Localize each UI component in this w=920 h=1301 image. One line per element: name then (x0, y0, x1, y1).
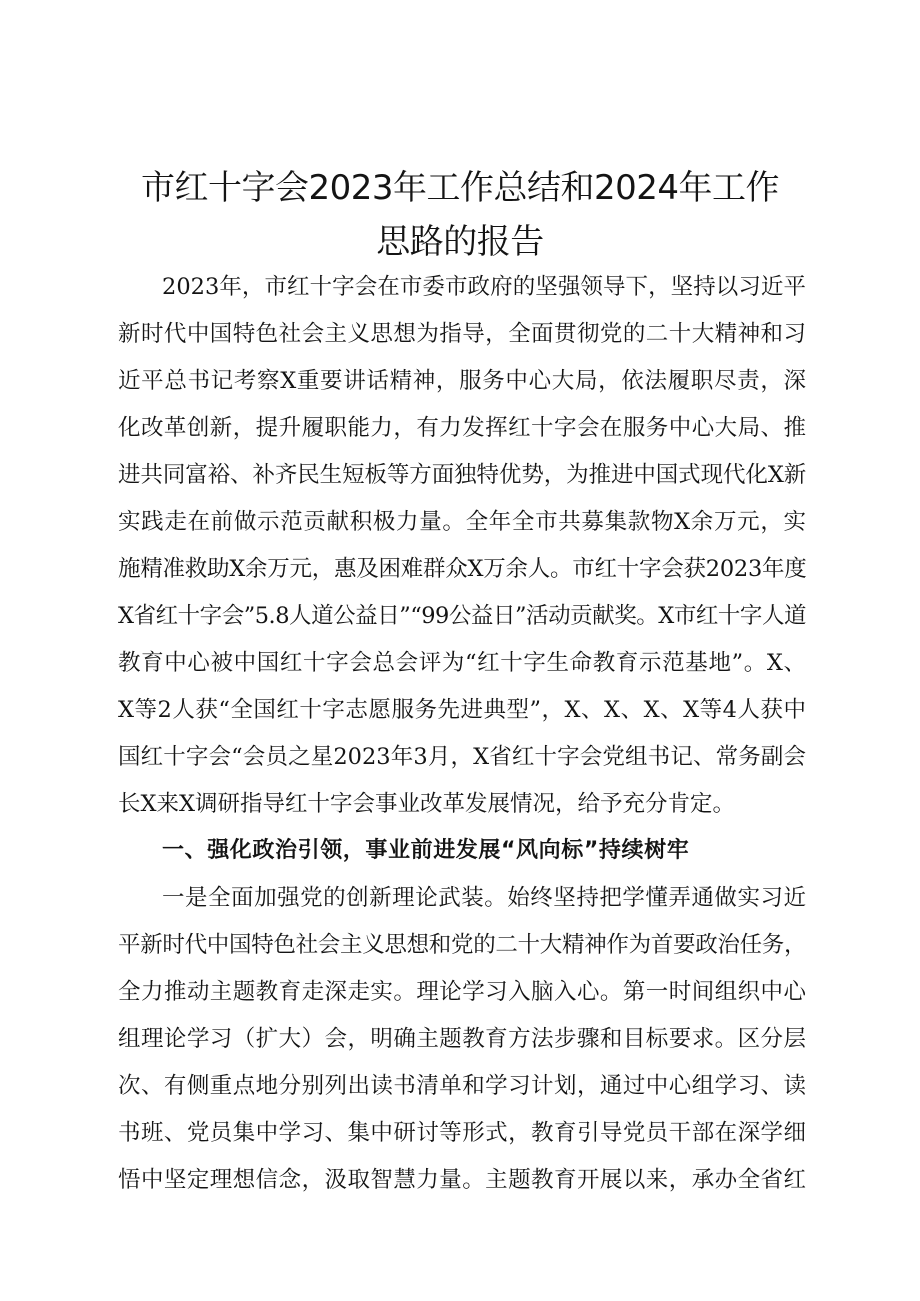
paragraph-line: 近平总书记考察X重要讲话精神，服务中心大局，依法履职尽责，深 (118, 368, 806, 394)
paragraph-line: 施精准救助X余万元，惠及困难群众X万余人。市红十字会获2023年度 (118, 556, 807, 582)
paragraph-line: 新时代中国特色社会主义思想为指导，全面贯彻党的二十大精神和习 (118, 321, 806, 347)
paragraph-line: 国红十字会“会员之星2023年3月，X省红十字会党组书记、常务副会 (118, 744, 806, 770)
paragraph-line: X等2人获“全国红十字志愿服务先进典型”，X、X、X、X等4人获中 (118, 697, 806, 723)
section-heading: 一、强化政治引领，事业前进发展“风向标”持续树牢 (162, 838, 690, 863)
paragraph-line: 长X来X调研指导红十字会事业改革发展情况，给予充分肯定。 (118, 791, 736, 817)
paragraph-line: 实践走在前做示范贡献积极力量。全年全市共募集款物X余万元，实 (118, 509, 806, 535)
paragraph-line: 2023年，市红十字会在市委市政府的坚强领导下，坚持以习近平 (162, 274, 806, 300)
paragraph-line: 化改革创新，提升履职能力，有力发挥红十字会在服务中心大局、推 (118, 415, 806, 441)
paragraph-line: 教育中心被中国红十字会总会评为“红十字生命教育示范基地”。X、 (118, 650, 806, 676)
document-title-line-1: 市红十字会2023年工作总结和2024年工作 (140, 168, 780, 208)
paragraph-line: 次、有侧重点地分别列出读书清单和学习计划，通过中心组学习、读 (118, 1073, 806, 1099)
paragraph-line: X省红十字会”5.8人道公益日”“99公益日”活动贡献奖。X市红十字人道 (118, 603, 806, 629)
paragraph-line: 书班、党员集中学习、集中研讨等形式，教育引导党员干部在深学细 (118, 1120, 806, 1146)
paragraph-line: 一是全面加强党的创新理论武装。始终坚持把学懂弄通做实习近 (162, 885, 806, 911)
paragraph-line: 平新时代中国特色社会主义思想和党的二十大精神作为首要政治任务， (118, 932, 806, 958)
paragraph-line: 悟中坚定理想信念，汲取智慧力量。主题教育开展以来，承办全省红 (118, 1167, 806, 1193)
paragraph-line: 进共同富裕、补齐民生短板等方面独特优势，为推进中国式现代化X新 (118, 462, 806, 488)
document-title-line-2: 思路的报告 (376, 222, 544, 262)
paragraph-line: 组理论学习（扩大）会，明确主题教育方法步骤和目标要求。区分层 (118, 1026, 806, 1052)
paragraph-line: 全力推动主题教育走深走实。理论学习入脑入心。第一时间组织中心 (118, 979, 806, 1005)
